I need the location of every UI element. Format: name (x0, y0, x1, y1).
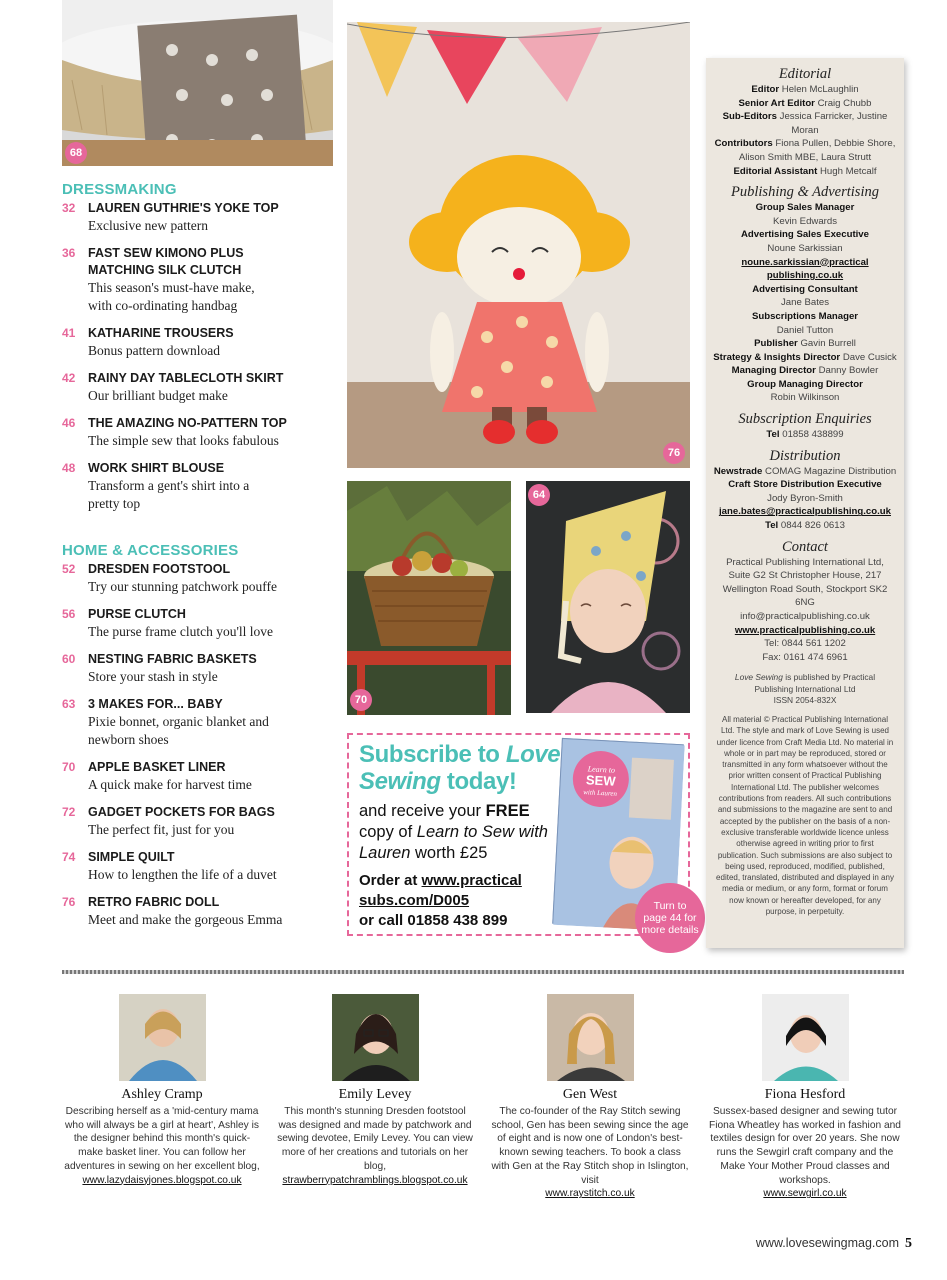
staff-line: Contributors Fiona Pullen, Debbie Shore, Alison Smith MBE, Laura Strutt (714, 138, 896, 163)
section-divider (62, 970, 904, 974)
toc-page-number: 74 (62, 850, 76, 864)
distribution-heading: Distribution (769, 447, 841, 464)
staff-line: Senior Art Editor Craig Chubb (738, 97, 872, 109)
staff-line: Subscriptions Manager Daniel Tutton (751, 310, 859, 336)
doll-photo (347, 22, 690, 468)
contributor-photo (332, 994, 419, 1081)
toc-page-number: 52 (62, 562, 76, 576)
staff-line: Sub-Editors Jessica Farricker, Justine Moran (722, 111, 888, 136)
toc-title: RETRO FABRIC DOLL (88, 895, 220, 909)
contributor-name: Fiona Hesford (764, 1087, 846, 1102)
staff-line: Advertising Sales Executive Noune Sarkissian (741, 229, 869, 254)
subscribe-headline: Subscribe to Love Sewing today! (359, 741, 561, 795)
toc-description: Try our stunning patchwork pouffe (88, 579, 277, 594)
contributor-name: Gen West (562, 1087, 618, 1102)
dressmaking-list (62, 200, 337, 523)
svg-text:with Lauren: with Lauren (583, 788, 618, 798)
contributor-bio: Sussex-based designer and sewing tutor Fiona Wheatley has worked in fashion and textiles design for over 20 years. She now runs the Sewgirl craft company and the Make Your Mother Proud classes and workshops. (709, 1106, 901, 1186)
publishing-heading: Publishing & Advertising (731, 184, 879, 201)
toc-title: KATHARINE TROUSERS (88, 326, 234, 340)
email-link[interactable]: jane.bates@practicalpublishing.co.uk (719, 506, 891, 518)
subscribe-offer: and receive your FREE copy of Learn to Sew with Lauren worth £25 (359, 802, 548, 862)
toc-title: PURSE CLUTCH (88, 607, 186, 621)
toc-item[interactable] (62, 561, 337, 596)
toc-title: GADGET POCKETS FOR BAGS (88, 805, 275, 819)
toc-description: The simple sew that looks fabulous (88, 433, 279, 448)
page-number-badge: 64 (528, 484, 550, 506)
page-number: 5 (905, 1236, 912, 1251)
toc-title: LAUREN GUTHRIE'S YOKE TOP (88, 201, 279, 215)
contributor-link[interactable]: strawberrypatchramblings.blogspot.co.uk (282, 1174, 468, 1186)
toc-item[interactable] (62, 370, 337, 405)
toc-description: Exclusive new pattern (88, 218, 208, 233)
contributor-photo (762, 994, 849, 1081)
toc-title: APPLE BASKET LINER (88, 760, 226, 774)
subscription-heading: Subscription Enquiries (738, 411, 872, 428)
toc-description: Transform a gent's shirt into a pretty top (88, 478, 250, 511)
contributor-link[interactable]: www.lazydaisyjones.blogspot.co.uk (82, 1174, 242, 1186)
toc-page-number: 41 (62, 326, 76, 340)
staff-line: Newstrade COMAG Magazine Distribution (713, 465, 897, 477)
toc-item[interactable] (62, 415, 337, 450)
contact-email[interactable]: info@practicalpublishing.co.uk (740, 611, 870, 622)
staff-line: Craft Store Distribution Executive Jody Byron-Smith (728, 479, 882, 504)
page-reference-badge: Turn to page 44 for more details (635, 883, 705, 953)
toc-description: Store your stash in style (88, 669, 218, 684)
contributor-bio: Describing herself as a 'mid-century mama who will always be a girl at heart', Ashley is the designer behind this month's quick-make basket liner. You can follow her adventures in sewing on her excellent blog, (64, 1106, 260, 1172)
toc-page-number: 56 (62, 607, 76, 621)
section-heading-dressmaking: DRESSMAKING (62, 181, 177, 198)
section-heading-home: HOME & ACCESSORIES (62, 542, 239, 559)
contributor-name: Emily Levey (338, 1087, 412, 1102)
toc-page-number: 70 (62, 760, 76, 774)
toc-description: Pixie bonnet, organic blanket and newborn shoes (88, 714, 269, 747)
staff-line: Managing Director Danny Bowler (731, 365, 879, 377)
subscribe-link[interactable]: www.practical subs.com/D005 (359, 872, 522, 909)
toc-item[interactable] (62, 804, 337, 839)
toc-description: A quick make for harvest time (88, 777, 252, 792)
toc-item[interactable] (62, 696, 337, 749)
staff-line: Group Managing Director Robin Wilkinson (747, 378, 863, 404)
toc-page-number: 42 (62, 371, 76, 385)
toc-title: FAST SEW KIMONO PLUS MATCHING SILK CLUTCH (88, 246, 244, 277)
staff-line: Editor Helen McLaughlin (751, 84, 859, 95)
toc-page-number: 32 (62, 201, 76, 215)
contributor-photo (119, 994, 206, 1081)
staff-line: Group Sales Manager Kevin Edwards (755, 202, 855, 227)
toc-item[interactable] (62, 460, 337, 513)
toc-description: The perfect fit, just for you (88, 822, 235, 837)
contributor-bio: This month's stunning Dresden footstool was designed and made by patchwork and sewing devotee, Emily Levey. You can view more of her creations and tutorials on her blog, (277, 1106, 473, 1172)
staff-line: Tel 0844 826 0613 (765, 520, 845, 532)
toc-description: Meet and make the gorgeous Emma (88, 912, 283, 927)
toc-item[interactable] (62, 245, 337, 315)
contributor-bio: The co-founder of the Ray Stitch sewing school, Gen has been sewing since the age of eight and is now one of London's best-known sewing teachers. To book a class with Gen at the Ray Stitch shop in Islington, visit (491, 1106, 689, 1186)
staff-line: Tel 01858 438899 (766, 429, 844, 441)
contact-website-link[interactable]: www.practicalpublishing.co.uk (734, 624, 876, 636)
subscribe-promo[interactable] (347, 733, 699, 936)
toc-page-number: 60 (62, 652, 76, 666)
page-number-badge: 68 (65, 142, 87, 164)
toc-item[interactable] (62, 759, 337, 794)
staff-line: Strategy & Insights Director Dave Cusick (713, 351, 897, 363)
page-footer (756, 1236, 912, 1252)
contact-address: Practical Publishing International Ltd, Suite G2 St Christopher House, 217 Wellington Road South, Stockport SK2 6NG (722, 556, 888, 609)
toc-page-number: 63 (62, 697, 76, 711)
contact-heading: Contact (782, 538, 828, 555)
contributor-photo (547, 994, 634, 1081)
page-number-badge: 76 (663, 442, 685, 464)
toc-description: Our brilliant budget make (88, 388, 228, 403)
editorial-heading: Editorial (778, 66, 832, 82)
toc-description: The purse frame clutch you'll love (88, 624, 273, 639)
toc-item[interactable] (62, 651, 337, 686)
pixie-bonnet-photo (526, 481, 690, 713)
toc-page-number: 76 (62, 895, 76, 909)
svg-text:SEW: SEW (585, 772, 616, 789)
toc-page-number: 36 (62, 246, 76, 260)
toc-description: How to lengthen the life of a duvet (88, 867, 277, 882)
toc-page-number: 46 (62, 416, 76, 430)
contributor-link[interactable]: www.raystitch.co.uk (545, 1188, 635, 1200)
toc-item[interactable] (62, 894, 337, 929)
toc-page-number: 72 (62, 805, 76, 819)
legal-notice: All material © Practical Publishing International Ltd. The style and mark of Love Sewing is used under licence from Craft Media Ltd. No material in whole or in part may be reproduced, stored or transmitted in any form whatsoever without the prior written consent of Practical Publishing International Ltd. The publisher welcomes contributions from readers. All such contributions and submissions to the magazine are sent to and accepted by the publisher on the basis of a non-exclusive transferable worldwide licence unless otherwise agreed in writing prior to first publication. Such submissions are also subject to being used, reproduced, modified, published, edited, translated, distributed and displayed in any media or medium, or any form, format or forum now known or hereafter developed, for any purpose, in perpetuity. (716, 714, 894, 917)
toc-item[interactable] (62, 200, 337, 235)
contact-phone: Tel: 0844 561 1202 (764, 638, 846, 650)
toc-title: DRESDEN FOOTSTOOL (88, 562, 231, 576)
page-number-badge: 70 (350, 689, 372, 711)
book-title: Learn to (587, 764, 616, 775)
contributor-card (490, 994, 690, 1201)
toc-description: Bonus pattern download (88, 343, 220, 358)
toc-title: THE AMAZING NO-PATTERN TOP (88, 416, 287, 430)
staff-line: Editorial Assistant Hugh Metcalf (733, 165, 877, 177)
home-list (62, 561, 337, 939)
contributor-link[interactable]: www.sewgirl.co.uk (763, 1188, 847, 1200)
toc-item[interactable] (62, 325, 337, 360)
contributor-card (62, 994, 262, 1187)
contributor-card (705, 994, 905, 1201)
apple-basket-photo (347, 481, 511, 715)
staff-line: Publisher Gavin Burrell (754, 338, 856, 350)
contributor-name: Ashley Cramp (121, 1087, 203, 1102)
toc-title: RAINY DAY TABLECLOTH SKIRT (88, 371, 284, 385)
moses-basket-photo (62, 0, 333, 166)
toc-title: NESTING FABRIC BASKETS (88, 652, 257, 666)
email-link[interactable]: noune.sarkissian@practical publishing.co.uk (741, 256, 869, 282)
contributor-card (275, 994, 475, 1187)
publisher-note: Love Sewing is published by Practical Publishing International Ltd ISSN 2054-832X (734, 672, 876, 705)
subscribe-order: Order at www.practical subs.com/D005 or call 01858 438 899 (359, 872, 522, 929)
toc-page-number: 48 (62, 461, 76, 475)
toc-item[interactable] (62, 606, 337, 641)
toc-description: This season's must-have make, with co-ordinating handbag (88, 280, 255, 313)
editorial-panel (706, 58, 904, 948)
toc-title: 3 MAKES FOR... BABY (88, 697, 223, 711)
toc-title: WORK SHIRT BLOUSE (88, 461, 225, 475)
contact-fax: Fax: 0161 474 6961 (762, 651, 848, 663)
toc-item[interactable] (62, 849, 337, 884)
footer-website[interactable]: www.lovesewingmag.com (755, 1236, 899, 1250)
toc-title: SIMPLE QUILT (88, 850, 175, 864)
staff-line: Advertising Consultant Jane Bates (752, 283, 858, 309)
